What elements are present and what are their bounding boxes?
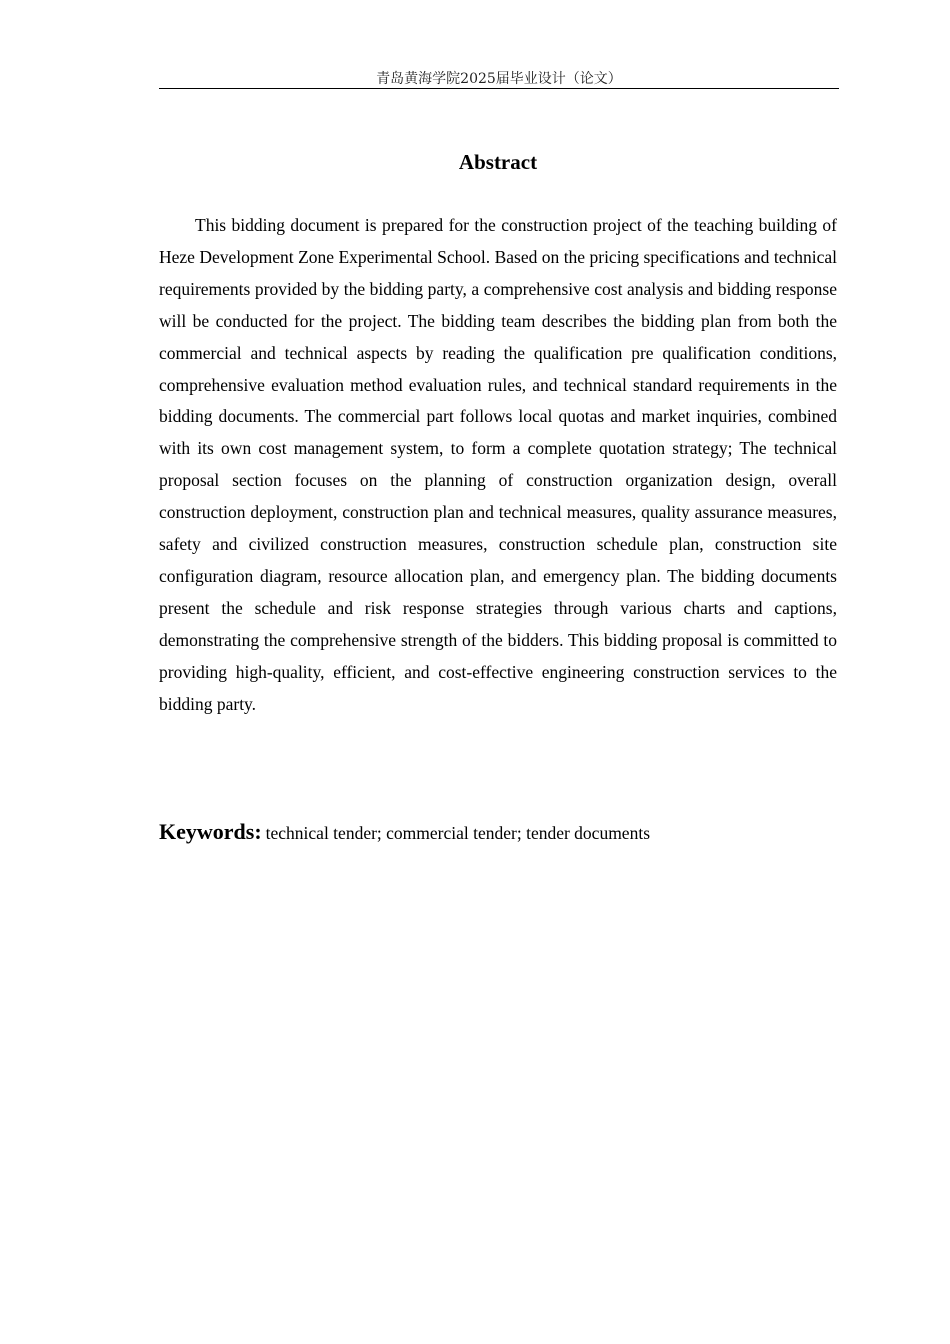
running-header-title: 青岛黄海学院2025届毕业设计（论文） [376, 71, 622, 87]
running-header [159, 70, 839, 89]
abstract-body: This bidding document is prepared for the construction project of the teaching building of Heze Development Zone Experimental School. Based on the pricing specifications and technical requirements provided by the bidding party, a comprehensive cost analysis and bidding response will be conducted for the project. The bidding team describes the bidding plan from both the commercial and technical aspects by reading the qualification pre qualification conditions, comprehensive evaluation method evaluation rules, and technical standard requirements in the bidding documents. The commercial part follows local quotas and market inquiries, combined with its own cost management system, to form a complete quotation strategy; The technical proposal section focuses on the planning of construction organization design, overall construction deployment, construction plan and technical measures, quality assurance measures, safety and civilized construction measures, construction schedule plan, construction site configuration diagram, resource allocation plan, and emergency plan. The bidding documents present the schedule and risk response strategies through various charts and captions, demonstrating the comprehensive strength of the bidders. This bidding proposal is committed to providing high-quality, efficient, and cost-effective engineering construction services to the bidding party. [159, 215, 837, 714]
abstract-title: Abstract [458, 150, 538, 174]
keywords-label: Keywords: [159, 819, 262, 844]
keywords-text: technical tender; commercial tender; tender documents [265, 823, 650, 843]
keywords-line [159, 815, 837, 852]
